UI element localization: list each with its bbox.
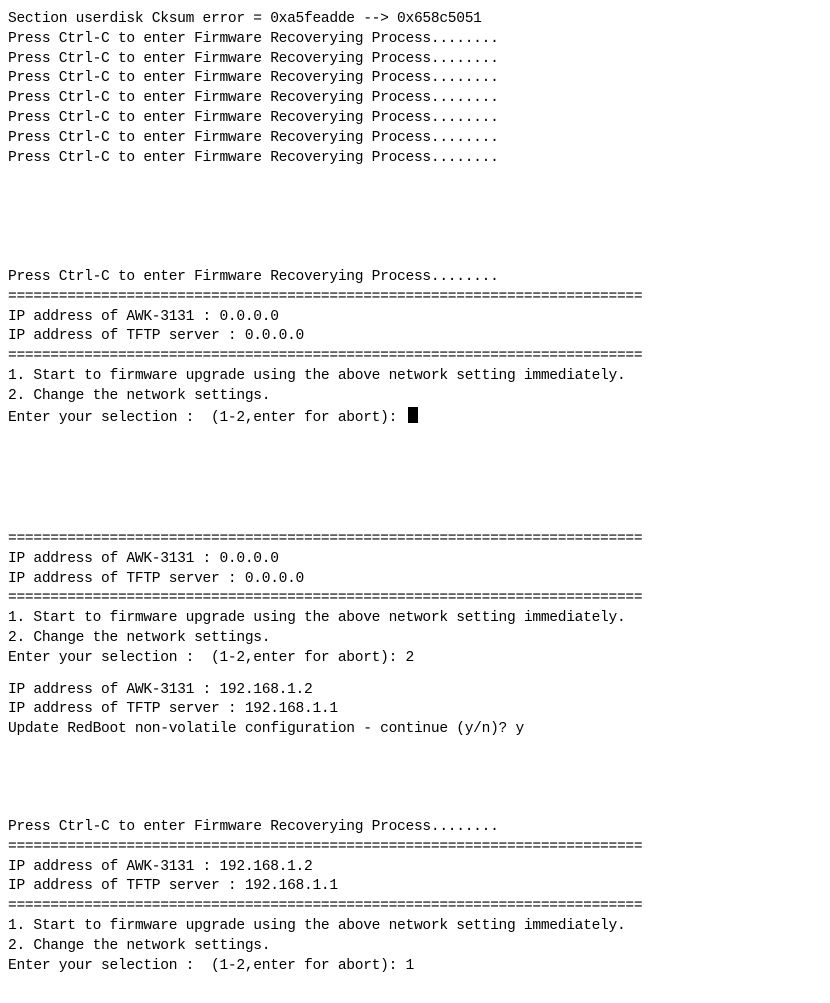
device-ip-line: IP address of AWK-3131 : 0.0.0.0	[8, 308, 279, 325]
tftp-ip-line: IP address of TFTP server : 0.0.0.0	[8, 328, 305, 345]
menu-option-2: 2. Change the network settings.	[8, 937, 271, 954]
recovery-prompt-line: Press Ctrl-C to enter Firmware Recoverying Process........	[8, 90, 499, 107]
separator-line: ===========================================================================	[8, 590, 643, 607]
recovery-prompt-line: Press Ctrl-C to enter Firmware Recoverying Process........	[8, 30, 499, 47]
terminal-block-change-settings	[8, 530, 642, 740]
device-ip-line: IP address of AWK-3131 : 192.168.1.2	[8, 858, 313, 875]
tftp-ip-line: IP address of TFTP server : 0.0.0.0	[8, 570, 305, 587]
terminal-block-recovery-menu	[8, 268, 642, 426]
menu-option-2: 2. Change the network settings.	[8, 629, 271, 646]
separator-line: ===========================================================================	[8, 288, 643, 305]
selection-prompt-line: Enter your selection : (1-2,enter for abort): 1	[8, 957, 414, 974]
selection-prompt-line: Enter your selection : (1-2,enter for abort): 2	[8, 649, 414, 666]
menu-option-1: 1. Start to firmware upgrade using the above network setting immediately.	[8, 610, 626, 627]
selection-prompt-text: Enter your selection : (1-2,enter for abort):	[8, 409, 406, 426]
checksum-error-line: Section userdisk Cksum error = 0xa5feadde --> 0x658c5051	[8, 11, 482, 27]
terminal-block-checksum-error	[8, 10, 499, 168]
recovery-prompt-line: Press Ctrl-C to enter Firmware Recoverying Process........	[8, 50, 499, 67]
redboot-confirm-line: Update RedBoot non-volatile configuration - continue (y/n)? y	[8, 721, 524, 738]
recovery-prompt-line: Press Ctrl-C to enter Firmware Recoverying Process........	[8, 109, 499, 126]
terminal-cursor[interactable]	[408, 407, 418, 423]
terminal-block-start-upgrade	[8, 818, 642, 976]
recovery-prompt-line: Press Ctrl-C to enter Firmware Recoverying Process........	[8, 819, 499, 835]
recovery-prompt-line: Press Ctrl-C to enter Firmware Recoverying Process........	[8, 269, 499, 285]
separator-line: ===========================================================================	[8, 898, 643, 915]
device-ip-input-line: IP address of AWK-3131 : 192.168.1.2	[8, 681, 313, 698]
tftp-ip-input-line: IP address of TFTP server : 192.168.1.1	[8, 701, 338, 718]
separator-line: ===========================================================================	[8, 838, 643, 855]
recovery-prompt-line: Press Ctrl-C to enter Firmware Recoverying Process........	[8, 129, 499, 146]
tftp-ip-line: IP address of TFTP server : 192.168.1.1	[8, 878, 338, 895]
selection-prompt-line[interactable]	[8, 407, 642, 427]
recovery-prompt-line: Press Ctrl-C to enter Firmware Recoverying Process........	[8, 70, 499, 87]
separator-line: ===========================================================================	[8, 531, 643, 547]
recovery-prompt-line: Press Ctrl-C to enter Firmware Recoverying Process........	[8, 149, 499, 166]
device-ip-line: IP address of AWK-3131 : 0.0.0.0	[8, 550, 279, 567]
menu-option-2: 2. Change the network settings.	[8, 387, 271, 404]
menu-option-1: 1. Start to firmware upgrade using the above network setting immediately.	[8, 367, 626, 384]
menu-option-1: 1. Start to firmware upgrade using the above network setting immediately.	[8, 917, 626, 934]
line-gap	[8, 669, 642, 681]
separator-line: ===========================================================================	[8, 348, 643, 365]
